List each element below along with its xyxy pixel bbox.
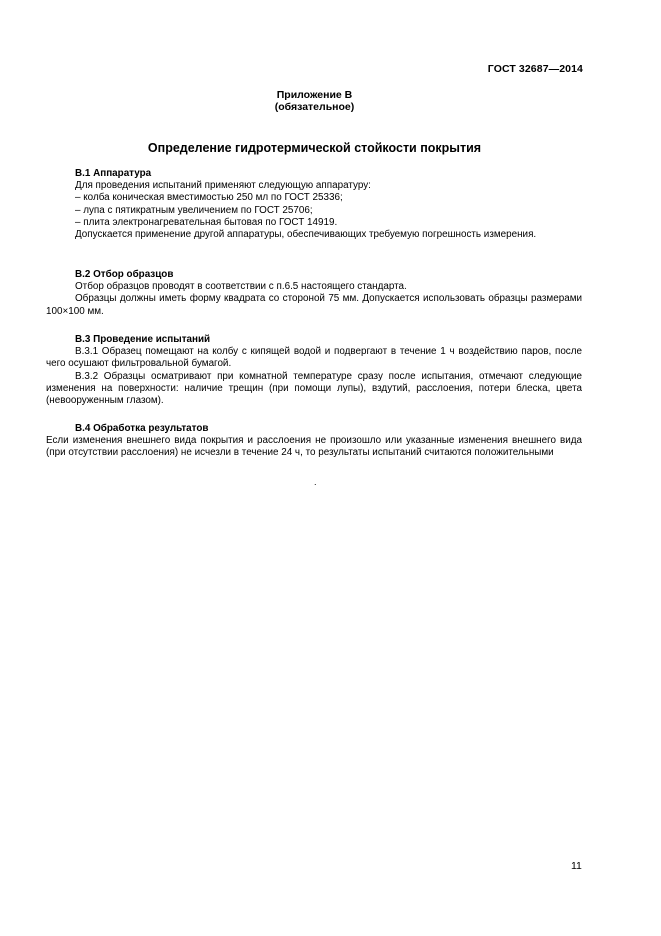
list-item: – лупа с пятикратным увеличением по ГОСТ 25706; (75, 204, 313, 216)
section-sampling (46, 269, 582, 318)
section-apparatus (46, 168, 582, 241)
section-heading: В.1 Аппаратура (75, 168, 152, 179)
section-intro: Для проведения испытаний применяют следующую аппаратуру: (75, 180, 371, 192)
section-heading: В.4 Обработка результатов (75, 423, 209, 434)
section-heading: В.3 Проведение испытаний (75, 334, 211, 345)
list-item: – колба коническая вместимостью 250 мл по ГОСТ 25336; (75, 192, 343, 204)
paragraph: Если изменения внешнего вида покрытия и расслоения не произошло или указанные изменения внешнего вида (при отсутствии расслоения) не исчезли в течение 24 ч, то результаты испытаний считаются положительными (46, 435, 582, 459)
section-testing (46, 334, 582, 407)
section-results (46, 423, 582, 460)
paragraph: В.3.1 Образец помещают на колбу с кипящей водой и подвергают в течение 1 ч воздействию паров, после чего осушают фильтровальной бумагой. (46, 346, 582, 370)
appendix-subtitle: (обязательное) (274, 101, 355, 113)
paragraph: Отбор образцов проводят в соответствии с п.6.5 настоящего стандарта. (75, 281, 407, 293)
document-code: ГОСТ 32687—2014 (487, 63, 583, 75)
paragraph: Образцы должны иметь форму квадрата со стороной 75 мм. Допускается использовать образцы размерами 100×100 мм. (46, 293, 582, 317)
section-heading: В.2 Отбор образцов (75, 269, 174, 280)
paragraph: В.3.2 Образцы осматривают при комнатной температуре сразу после испытания, отмечают следующие изменения на поверхности: наличие трещин (при помощи лупы), вздутий, расслоения, потери блеска, цвета (невооруженным глазом). (46, 370, 582, 407)
list-item: – плита электронагревательная бытовая по ГОСТ 14919. (75, 216, 338, 228)
paragraph: Допускается применение другой аппаратуры, обеспечивающих требуемую погрешность измерения. (75, 229, 537, 241)
stray-mark: . (314, 477, 317, 487)
page-title: Определение гидротермической стойкости покрытия (147, 141, 482, 155)
appendix-title: Приложение В (276, 89, 353, 101)
page-number: 11 (571, 860, 582, 872)
